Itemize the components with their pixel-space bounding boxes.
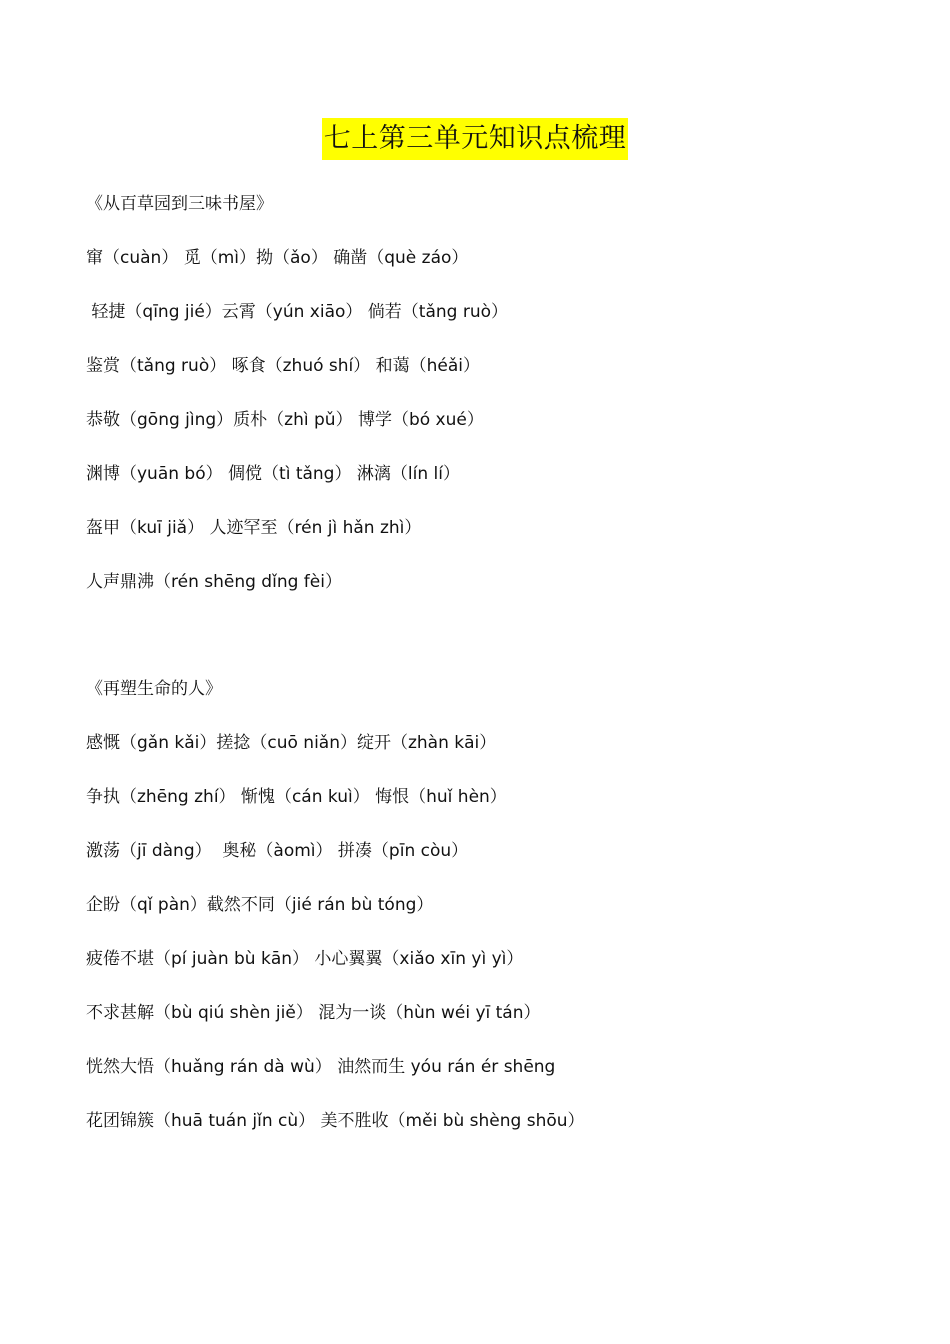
section-heading: 《再塑生命的人》 bbox=[86, 679, 222, 699]
vocab-line: 疲倦不堪（pí juàn bù kān） 小心翼翼（xiǎo xīn yì yì） bbox=[86, 949, 524, 969]
vocab-line: 花团锦簇（huā tuán jǐn cù） 美不胜收（měi bù shèng shōu） bbox=[86, 1111, 585, 1131]
vocab-line: 恍然大悟（huǎng rán dà wù） 油然而生 yóu rán ér shēng bbox=[86, 1057, 556, 1077]
vocab-line: 感慨（gǎn kǎi）搓捻（cuō niǎn）绽开（zhàn kāi） bbox=[86, 733, 497, 753]
vocab-line: 鉴赏（tǎng ruò） 啄食（zhuó shí） 和蔼（héǎi） bbox=[86, 356, 481, 376]
vocab-line: 争执（zhēng zhí） 惭愧（cán kuì） 悔恨（huǐ hèn） bbox=[86, 787, 507, 807]
vocab-line: 恭敬（gōng jìng）质朴（zhì pǔ） 博学（bó xué） bbox=[86, 410, 484, 430]
vocab-line: 窜（cuàn） 觅（mì）拗（ǎo） 确凿（què záo） bbox=[86, 248, 469, 268]
title-wrap bbox=[0, 118, 950, 160]
vocab-line: 渊博（yuān bó） 倜傥（tì tǎng） 淋漓（lín lí） bbox=[86, 464, 460, 484]
vocab-line: 人声鼎沸（rén shēng dǐng fèi） bbox=[86, 572, 342, 592]
vocab-line: 盔甲（kuī jiǎ） 人迹罕至（rén jì hǎn zhì） bbox=[86, 518, 422, 538]
page-title: 七上第三单元知识点梳理 bbox=[322, 118, 629, 160]
section-heading: 《从百草园到三味书屋》 bbox=[86, 194, 273, 214]
vocab-line: 激荡（jī dàng） 奥秘（àomì） 拼凑（pīn còu） bbox=[86, 841, 469, 861]
vocab-line: 企盼（qǐ pàn）截然不同（jié rán bù tóng） bbox=[86, 895, 434, 915]
vocab-line: 不求甚解（bù qiú shèn jiě） 混为一谈（hùn wéi yī tán） bbox=[86, 1003, 541, 1023]
vocab-line: 轻捷（qīng jié）云霄（yún xiāo） 倘若（tǎng ruò） bbox=[86, 302, 509, 322]
